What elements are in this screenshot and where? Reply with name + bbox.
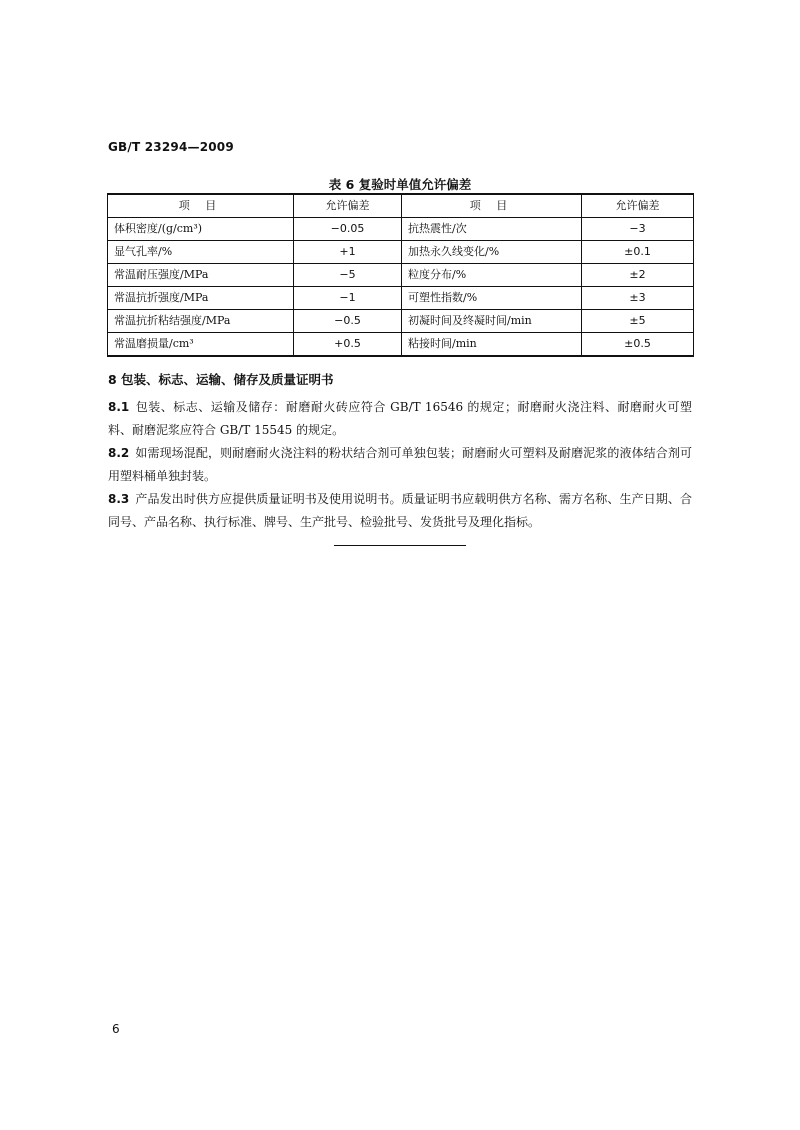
row-tolerance-right: ±0.1 [582,241,694,264]
header-item-right: 项 目 [402,194,582,218]
table-row [108,287,694,310]
clause-number: 8.3 [108,492,130,506]
row-tolerance-left: −0.05 [294,218,402,241]
row-item-left: 体积密度/(g/cm³) [108,218,294,241]
row-tolerance-right: −3 [582,218,694,241]
row-item-right: 加热永久线变化/% [402,241,582,264]
table-row [108,310,694,333]
row-tolerance-right: ±3 [582,287,694,310]
row-tolerance-left: −5 [294,264,402,287]
table-header-row [108,194,694,218]
end-divider [334,545,466,546]
table-row [108,241,694,264]
row-item-left: 常温抗折粘结强度/MPa [108,310,294,333]
clause-number: 8.1 [108,400,130,414]
row-item-left: 显气孔率/% [108,241,294,264]
row-item-right: 粘接时间/min [402,333,582,357]
row-tolerance-right: ±5 [582,310,694,333]
clause-text: 包装、标志、运输及储存：耐磨耐火砖应符合 GB/T 16546 的规定；耐磨耐火浇注料、耐磨耐火可塑料、耐磨泥浆应符合 GB/T 15545 的规定。 [108,400,692,437]
row-tolerance-left: −1 [294,287,402,310]
header-tolerance-left: 允许偏差 [294,194,402,218]
clause-8-1 [108,396,692,442]
row-item-left: 常温磨损量/cm³ [108,333,294,357]
row-tolerance-left: +0.5 [294,333,402,357]
row-item-right: 粒度分布/% [402,264,582,287]
row-item-right: 抗热震性/次 [402,218,582,241]
row-item-right: 初凝时间及终凝时间/min [402,310,582,333]
header-tolerance-right: 允许偏差 [582,194,694,218]
clause-8-2 [108,442,692,488]
table-caption: 表 6 复验时单值允许偏差 [328,177,472,192]
clause-text: 如需现场混配，则耐磨耐火浇注料的粉状结合剂可单独包装；耐磨耐火可塑料及耐磨泥浆的液体结合剂可用塑料桶单独封装。 [108,446,692,483]
table-row [108,333,694,357]
table-row [108,218,694,241]
tolerance-table [107,193,694,357]
clause-text: 产品发出时供方应提供质量证明书及使用说明书。质量证明书应载明供方名称、需方名称、生产日期、合同号、产品名称、执行标准、牌号、生产批号、检验批号、发货批号及理化指标。 [108,492,692,529]
row-tolerance-left: +1 [294,241,402,264]
row-item-left: 常温抗折强度/MPa [108,287,294,310]
row-tolerance-right: ±0.5 [582,333,694,357]
row-tolerance-left: −0.5 [294,310,402,333]
clause-8-3 [108,488,692,534]
clause-number: 8.2 [108,446,130,460]
standard-code: GB/T 23294—2009 [108,140,234,154]
page-number: 6 [112,1022,120,1036]
row-item-right: 可塑性指数/% [402,287,582,310]
row-tolerance-right: ±2 [582,264,694,287]
table-row [108,264,694,287]
row-item-left: 常温耐压强度/MPa [108,264,294,287]
header-item-left: 项 目 [108,194,294,218]
section-heading: 8 包装、标志、运输、储存及质量证明书 [108,372,334,387]
